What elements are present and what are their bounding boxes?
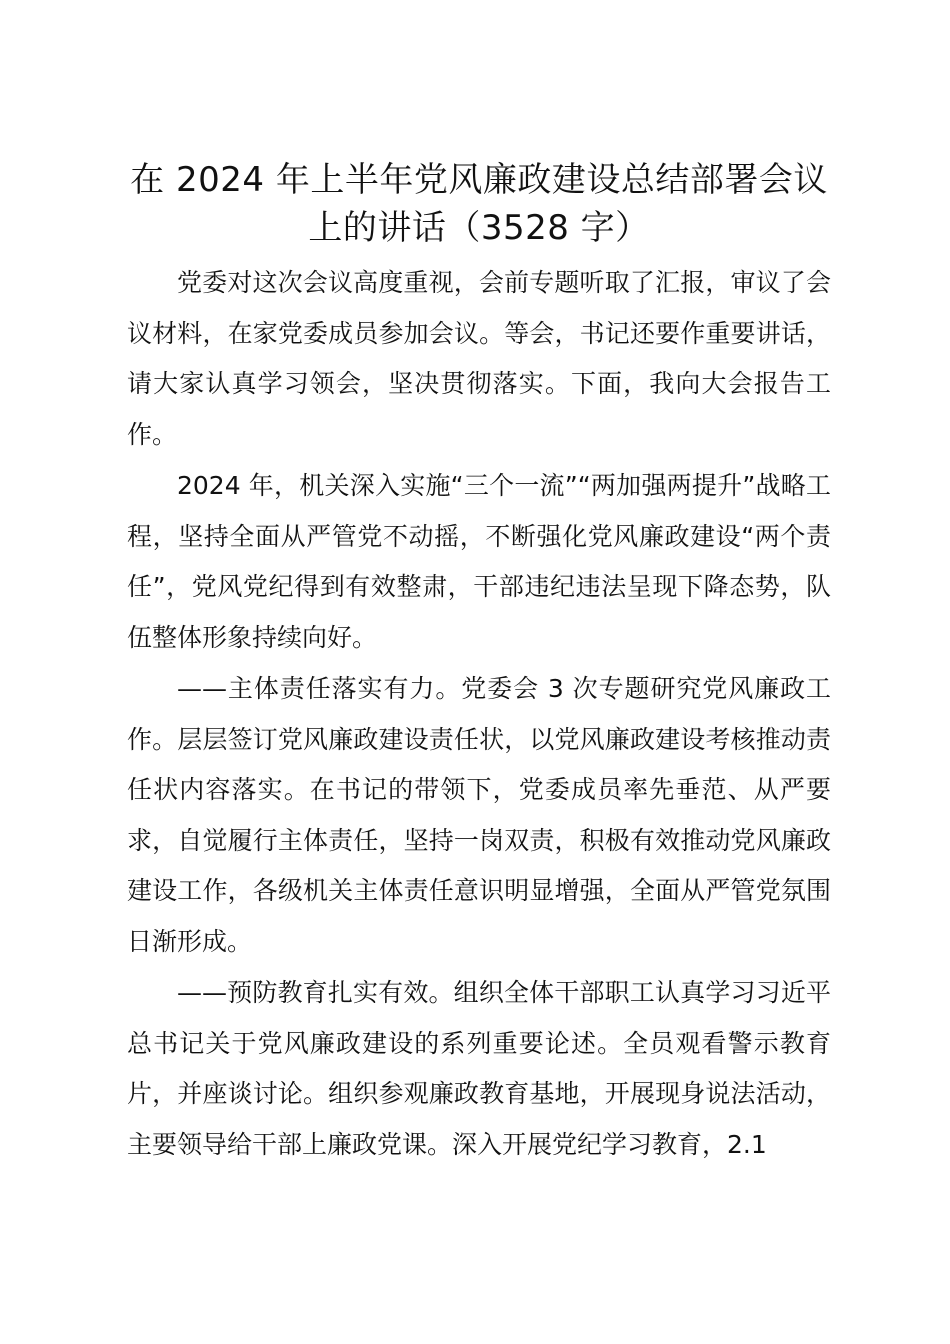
paragraph-opening: 党委对这次会议高度重视，会前专题听取了汇报，审议了会议材料，在家党委成员参加会议。等会，书记还要作重要讲话，请大家认真学习领会，坚决贯彻落实。下面，我向大会报告工作。 [127,268,831,449]
document-page [127,156,831,1170]
title-line-2: 上的讲话（3528 字） [308,208,650,248]
paragraph-overview: 2024 年，机关深入实施“三个一流”“两加强两提升”战略工程，坚持全面从严管党不动摇，不断强化党风廉政建设“两个责任”，党风党纪得到有效整肃，干部违纪违法呈现下降态势，队伍整体形象持续向好。 [127,471,831,652]
paragraph-prevention-education: ——预防教育扎实有效。组织全体干部职工认真学习习近平总书记关于党风廉政建设的系列重要论述。全员观看警示教育片，并座谈讨论。组织参观廉政教育基地，开展现身说法活动，主要领导给干部上廉政党课。深入开展党纪学习教育，2.1 [127,978,831,1159]
paragraph-main-responsibility: ——主体责任落实有力。党委会 3 次专题研究党风廉政工作。层层签订党风廉政建设责任状，以党风廉政建设考核推动责任状内容落实。在书记的带领下，党委成员率先垂范、从严要求，自觉履行主体责任，坚持一岗双责，积极有效推动党风廉政建设工作，各级机关主体责任意识明显增强，全面从严管党氛围日渐形成。 [127,674,831,956]
title-line-1: 在 2024 年上半年党风廉政建设总结部署会议 [130,160,828,200]
document-title [127,156,831,252]
